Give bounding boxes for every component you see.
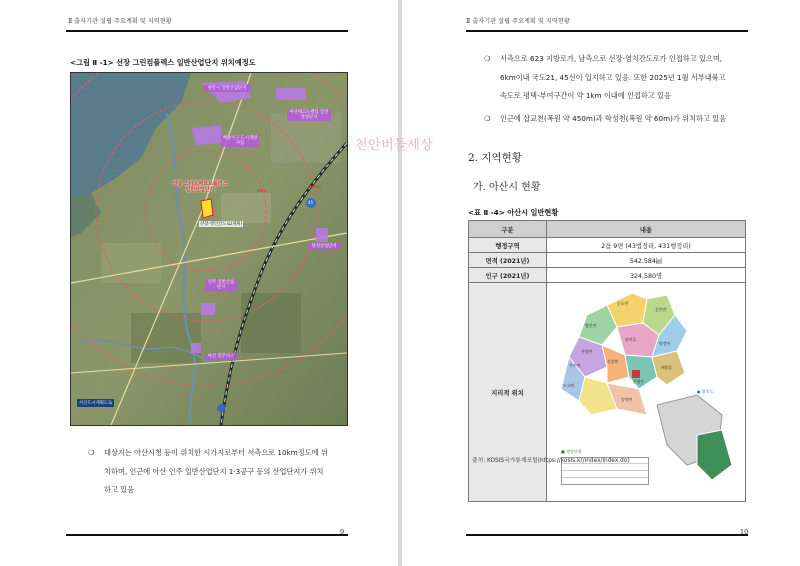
label-10km: 10km bbox=[309, 185, 322, 190]
right-bullet-2 bbox=[484, 110, 754, 129]
district-label: 둔포면 bbox=[617, 301, 629, 306]
table-header-cell: 내용 bbox=[547, 221, 746, 238]
row-value: 542.584㎢ bbox=[547, 253, 746, 268]
label-tech-complex: 아산테크노밸리 일반산업단지 bbox=[287, 109, 331, 121]
row-label: 지리적 위치 bbox=[469, 283, 547, 502]
asan-district-map-cell bbox=[547, 283, 746, 502]
row-label: 인구 (2021년) bbox=[469, 268, 547, 283]
right-bullet1-line3: 속도로 평택-부여구간이 약 1km 이내에 인접하고 있음 bbox=[500, 91, 671, 100]
table-caption: <표 Ⅱ -4> 아산시 일반현황 bbox=[468, 208, 559, 217]
section-heading: 2. 지역현황 bbox=[468, 152, 522, 164]
running-head-right: Ⅱ 출자기관 설립 주요계획 및 지역현황 bbox=[466, 18, 570, 25]
subsection-heading: 가. 아산시 현황 bbox=[473, 182, 541, 193]
left-bullet-line1: 대상지는 아산시청 등이 위치한 시가지로부터 서측으로 10km정도에 위 bbox=[104, 448, 328, 457]
label-inju-complex: 인주 일반산업단지 bbox=[205, 279, 237, 291]
label-access-road: 선장-영인간도로(계획) bbox=[200, 222, 243, 227]
footer-rule-right bbox=[466, 534, 748, 536]
label-cheonan-complex: 천안시 일반산업단지 bbox=[203, 85, 251, 92]
page-number-left: 9 bbox=[340, 528, 345, 536]
watermark: 천안버들세상 bbox=[355, 138, 434, 153]
right-bullet-1 bbox=[484, 50, 754, 106]
table-header-row bbox=[469, 221, 746, 238]
row-label: 면적 (2021년) bbox=[469, 253, 547, 268]
figure-caption: <그림 Ⅱ -1> 선장 그린컴플렉스 일반산업단지 위치예정도 bbox=[70, 58, 256, 67]
legend-title: ■ 행정단위 bbox=[561, 449, 582, 454]
district-label: 배방읍 bbox=[661, 365, 673, 370]
table-row bbox=[469, 268, 746, 283]
bullet-mark: ❍ bbox=[484, 114, 491, 123]
left-bullet-line2: 치하며, 인근에 아산 인주 일반산업단지 1·3공구 등의 산업단지가 위치 bbox=[104, 466, 324, 476]
district-label: 송악면 bbox=[621, 397, 633, 402]
district-label: 인주면 bbox=[569, 363, 581, 368]
district-label: 선장면 bbox=[581, 349, 593, 354]
table-row bbox=[469, 238, 746, 253]
left-bullet-line3: 하고 있음 bbox=[104, 485, 135, 494]
right-bullet1-line1: 서측으로 623 지방로가, 남측으로 선장-염치간도로가 인접하고 있으며, bbox=[500, 54, 723, 63]
district-map bbox=[547, 285, 745, 499]
district-label: 탕정면 bbox=[659, 341, 671, 346]
page-number-right: 10 bbox=[740, 528, 749, 536]
district-label: 도고면 bbox=[563, 383, 575, 388]
table-row-map bbox=[469, 283, 746, 502]
bullet-mark: ❍ bbox=[88, 448, 95, 457]
bullet-mark: ❍ bbox=[484, 54, 491, 63]
right-bullet1-line2: 6km이내 국도21, 45선이 입지하고 있음. 또한 2025년 1월 서부내륙고 bbox=[500, 72, 726, 82]
row-value: 324,580명 bbox=[547, 268, 746, 283]
right-bullet2-line1: 인근에 삽교천(폭원 약 450m)과 학성천(폭원 약 60m)가 위치하고 있음 bbox=[500, 114, 727, 123]
label-route-45: 45 bbox=[308, 200, 314, 205]
label-baebang: 배방지구 도시개발사업 bbox=[222, 136, 258, 146]
district-label: 염치읍 bbox=[625, 337, 637, 342]
table-header-cell: 구분 bbox=[469, 221, 547, 238]
inset-label: ● 위치도 bbox=[697, 389, 714, 394]
label-interchange: 서산도시계획도로 bbox=[79, 401, 113, 406]
district-label: 영인면 bbox=[585, 323, 597, 328]
row-label: 행정구역 bbox=[469, 238, 547, 253]
header-rule-right bbox=[466, 30, 748, 32]
district-label: 신창면 bbox=[607, 359, 619, 364]
district-label: 온양동 bbox=[633, 379, 645, 384]
row-value: 2읍 9면 (43법정리, 431행정리) bbox=[547, 238, 746, 253]
table-source: 출처: KOSIS국가통계포털(https://kosis.kr/index/index.do) bbox=[472, 458, 630, 464]
label-tangjeong-complex: 탕정산업단지 bbox=[307, 243, 341, 250]
label-inju-district: 아산 인주지구 bbox=[205, 353, 237, 360]
district-label: 음봉면 bbox=[655, 307, 667, 312]
running-head-left: Ⅱ 출자기관 설립 주요계획 및 지역현황 bbox=[68, 18, 172, 25]
label-site-title: 선장 스마트메트로폴리스 일반산업단지 bbox=[172, 181, 228, 193]
table-row bbox=[469, 253, 746, 268]
label-6km: 6km bbox=[257, 189, 267, 194]
